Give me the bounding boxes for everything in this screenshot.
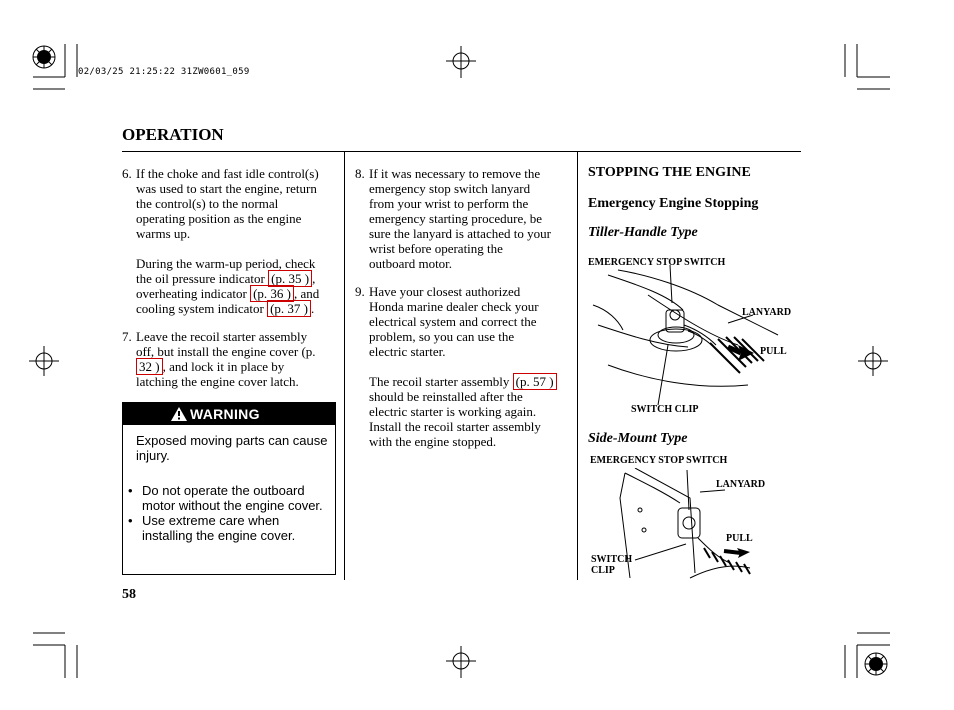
text-line: overheating indicator (p. 36 ) , and: [136, 286, 320, 301]
step-number: 8.: [355, 166, 365, 181]
text-line: should be reinstalled after the: [369, 389, 523, 404]
page-reference-link[interactable]: (p. 35 ): [268, 270, 312, 287]
text-line: off, but install the engine cover (p.: [136, 344, 316, 359]
page-number: 58: [122, 587, 136, 602]
text-line: cooling system indicator (p. 37 ) .: [136, 301, 315, 316]
text-line: electric starter is working again.: [369, 404, 537, 419]
page-reference-link[interactable]: (p. 37 ): [267, 300, 311, 317]
heading-stopping-engine: STOPPING THE ENGINE: [588, 165, 751, 180]
warning-label: WARNING: [190, 406, 260, 422]
tiller-handle-illustration: [588, 265, 808, 425]
text-line: warms up.: [136, 226, 191, 241]
label-line: CLIP: [591, 565, 615, 576]
step-6-text: [136, 166, 319, 316]
subheading-emergency-stopping: Emergency Engine Stopping: [588, 196, 759, 211]
text-line: the control(s) to the normal: [136, 196, 279, 211]
text-line: During the warm-up period, check: [136, 256, 316, 271]
side-mount-title: Side-Mount Type: [588, 431, 688, 446]
warning-bullet: • Do not operate the outboard motor without the engine cover.: [128, 483, 323, 513]
label-line: SWITCH: [591, 554, 633, 565]
print-stamp: 02/03/25 21:25:22 31ZW0601_059: [78, 67, 250, 77]
page-reference-link[interactable]: (p. 57 ): [513, 373, 557, 390]
text-line: from your wrist to perform the: [369, 196, 529, 211]
label-pull: PULL: [726, 533, 753, 544]
text-line: problem, so you can use the: [369, 329, 515, 344]
step-9-text: [369, 284, 557, 449]
text-line: 32 ) , and lock it in place by: [136, 359, 316, 374]
page-reference-link[interactable]: (p. 36 ): [250, 285, 294, 302]
warning-box: [122, 402, 336, 575]
text-line: sure the lanyard is attached to your: [369, 226, 551, 241]
step-number: 7.: [122, 329, 132, 344]
text-line: the oil pressure indicator (p. 35 ) ,: [136, 271, 316, 286]
text-line: outboard motor.: [369, 256, 453, 271]
label-emergency-stop-switch: EMERGENCY STOP SWITCH: [590, 455, 728, 466]
text-line: If the choke and fast idle control(s): [136, 166, 319, 181]
text-line: Install the recoil starter assembly: [369, 419, 541, 434]
section-title: OPERATION: [122, 125, 224, 144]
step-8-text: [369, 166, 551, 271]
text-line: latching the engine cover latch.: [136, 374, 299, 389]
text-line: electrical system and correct the: [369, 314, 537, 329]
text-line: electric starter.: [369, 344, 446, 359]
title-rule: [122, 151, 801, 152]
text-line: emergency stop switch lanyard: [369, 181, 531, 196]
tiller-handle-title: Tiller-Handle Type: [588, 225, 698, 240]
label-switch-clip: SWITCH CLIP: [631, 404, 699, 415]
text-line: Leave the recoil starter assembly: [136, 329, 308, 344]
text-line: was used to start the engine, return: [136, 181, 317, 196]
label-lanyard: LANYARD: [716, 479, 766, 490]
text-line: Honda marine dealer check your: [369, 299, 539, 314]
label-lanyard: LANYARD: [742, 307, 792, 318]
column-divider: [577, 152, 578, 580]
warning-intro: Exposed moving parts can cause injury.: [136, 433, 328, 463]
text-line: The recoil starter assembly (p. 57 ): [369, 374, 557, 389]
step-7-text: [136, 329, 316, 389]
warning-bullet: • Use extreme care when installing the engine cover.: [128, 513, 296, 543]
label-emergency-stop-switch: EMERGENCY STOP SWITCH: [588, 257, 726, 268]
text-line: Have your closest authorized: [369, 284, 521, 299]
label-pull: PULL: [760, 346, 787, 357]
text-line: with the engine stopped.: [369, 434, 497, 449]
text-line: emergency starting procedure, be: [369, 211, 543, 226]
text-line: operating position as the engine: [136, 211, 302, 226]
page-reference-link[interactable]: 32 ): [136, 358, 163, 375]
column-divider: [344, 152, 345, 580]
warning-header: [123, 403, 335, 425]
label-switch-clip: [591, 554, 632, 576]
step-number: 6.: [122, 166, 132, 181]
text-line: If it was necessary to remove the: [369, 166, 541, 181]
warning-list: [128, 483, 328, 543]
warning-triangle-icon: [171, 407, 187, 421]
step-number: 9.: [355, 284, 365, 299]
text-line: wrist before operating the: [369, 241, 503, 256]
